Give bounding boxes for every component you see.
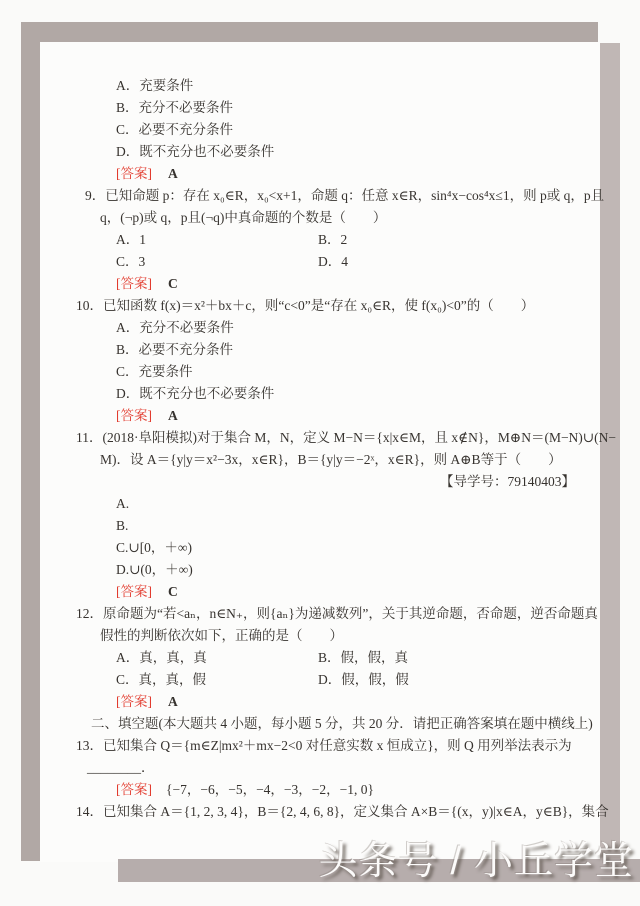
q9-options-cd [85,251,575,273]
q9-answer-value: C [168,276,178,291]
q11-option-d: D.∪(0，＋∞) [116,562,193,577]
exam-content [40,42,616,862]
q11-guide-number: 【导学号：79140403】 [440,474,575,489]
q9-options-ab [85,229,575,251]
q9-line1: 9．已知命题 p：存在 x₀∈R，x₀<x+1，命题 q：任意 x∈R，sin⁴x−cos⁴x≤1，则 p或 q，p且 [85,188,605,203]
answer-label: [答案] [116,166,152,181]
q10-answer-value: A [168,408,178,423]
q9-option-d: D．4 [318,254,348,269]
answer-label: [答案] [116,408,152,423]
q9-option-b: B．2 [318,232,348,247]
q8-option-b: B．充分不必要条件 [116,100,234,115]
q11-option-a: A. [116,496,130,511]
q11-option-b: B. [116,518,129,533]
q14-line1: 14．已知集合 A＝{1, 2, 3, 4}，B＝{2, 4, 6, 8}，定义集合 A×B＝{(x，y)|x∈A，y∈B}，集合 [76,804,609,819]
q12-option-c: C．真，真，假 [116,672,207,687]
q12-answer-value: A [168,694,178,709]
q9-option-c: C．3 [116,254,146,269]
q13-blank-line: ________． [87,760,155,775]
answer-label: [答案] [116,584,152,599]
q8-option-c: C．必要不充分条件 [116,122,234,137]
answer-label: [答案] [116,276,152,291]
q8-answer-row [85,163,575,185]
q11-answer-row [85,581,575,603]
q9-answer-row [85,273,575,295]
q10-option-c: C．充要条件 [116,364,193,379]
q11-line1: 11．(2018·阜阳模拟)对于集合 M，N，定义 M−N＝{x|x∈M，且 x∉N}，M⊕N＝(M−N)∪(N− [76,430,616,445]
q8-option-d: D．既不充分也不必要条件 [116,144,275,159]
q8-answer-value: A [168,166,178,181]
q12-options-cd [85,669,575,691]
q13-answer-row [85,779,575,801]
q10-option-b: B．必要不充分条件 [116,342,234,357]
q12-line1: 12．原命题为“若<aₙ，n∈N₊，则{aₙ}为递减数列”，关于其逆命题，否命题，逆否命题真 [76,606,598,621]
q11-answer-value: C [168,584,178,599]
q9-option-a: A．1 [116,232,146,247]
q12-options-ab [85,647,575,669]
q11-option-c: C.∪[0，＋∞) [116,540,193,555]
watermark-text: 头条号 / 小丘学堂 [318,840,634,883]
paper [40,42,616,862]
q12-option-b: B．假，假，真 [318,650,409,665]
q13-answer-value: {−7，−6，−5，−4，−3，−2，−1, 0} [166,782,375,797]
q10-answer-row [85,405,575,427]
answer-label: [答案] [116,782,152,797]
section-2-header: 二、填空题(本大题共 4 小题，每小题 5 分，共 20 分．请把正确答案填在题中横线上) [91,716,593,731]
q12-option-d: D．假，假，假 [318,672,409,687]
answer-label: [答案] [116,694,152,709]
q11-line2: M)．设 A＝{y|y＝x²−3x，x∈R}，B＝{y|y＝−2ˣ，x∈R}，则 A⊕B等于（ ） [100,452,562,467]
q8-option-a: A．充要条件 [116,78,194,93]
q9-line2: q，(¬p)或 q，p且(¬q)中真命题的个数是（ ） [100,210,387,225]
q12-line2: 假性的判断依次如下，正确的是（ ） [100,628,343,643]
q10-option-a: A．充分不必要条件 [116,320,234,335]
q10-option-d: D．既不充分也不必要条件 [116,386,275,401]
q13-line1: 13．已知集合 Q＝{m∈Z|mx²＋mx−2<0 对任意实数 x 恒成立}，则 Q 用列举法表示为 [76,738,572,753]
q10-line1: 10．已知函数 f(x)＝x²＋bx＋c，则“c<0”是“存在 x₀∈R，使 f(x₀)<0”的（ ） [76,298,535,313]
q12-option-a: A．真，真，真 [116,650,207,665]
q12-answer-row [85,691,575,713]
